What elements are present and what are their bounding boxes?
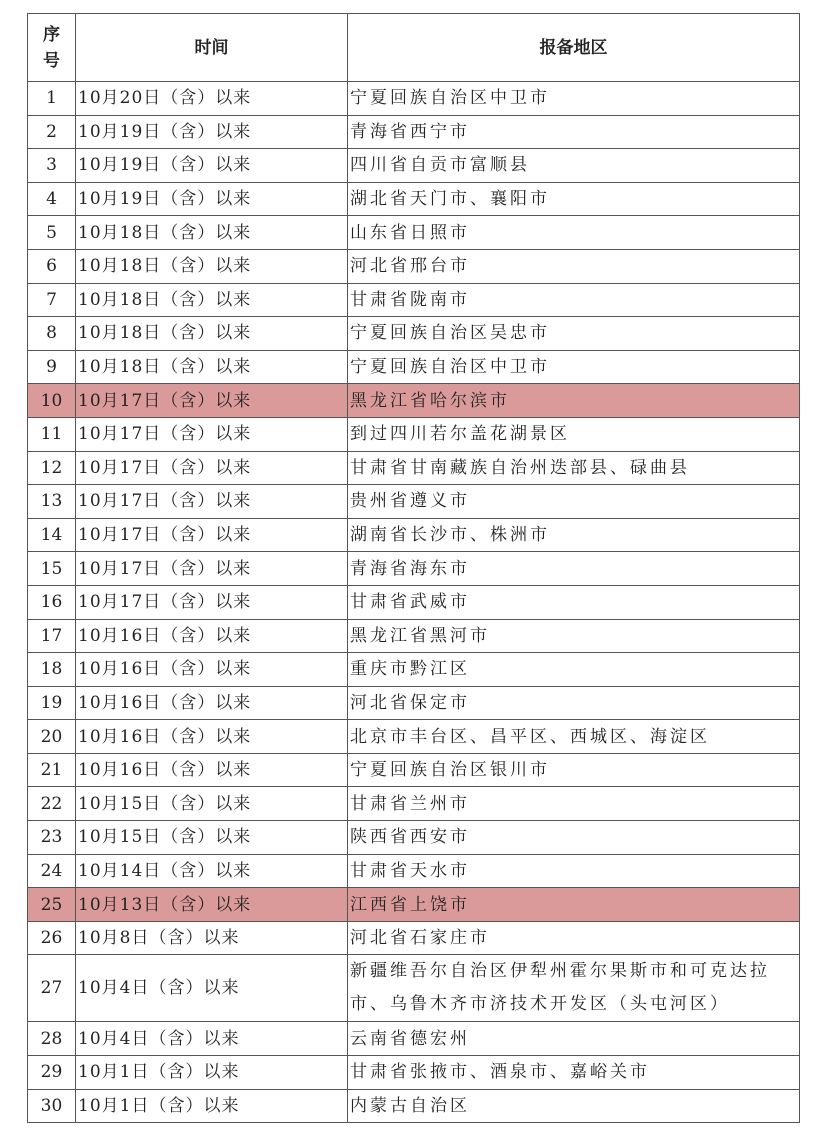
row-region: 甘肃省武威市 <box>348 585 800 619</box>
table-row <box>28 283 800 317</box>
table-row <box>28 417 800 451</box>
row-region: 宁夏回族自治区银川市 <box>348 753 800 787</box>
table-row <box>28 249 800 283</box>
row-region: 青海省海东市 <box>348 552 800 586</box>
row-number: 28 <box>28 1022 76 1056</box>
row-time: 10月16日（含）以来 <box>76 653 348 687</box>
row-region: 山东省日照市 <box>348 216 800 250</box>
row-region: 四川省自贡市富顺县 <box>348 149 800 183</box>
row-time: 10月19日（含）以来 <box>76 149 348 183</box>
row-region: 黑龙江省黑河市 <box>348 619 800 653</box>
row-time: 10月4日（含）以来 <box>76 1022 348 1056</box>
row-region: 贵州省遵义市 <box>348 485 800 519</box>
row-time: 10月18日（含）以来 <box>76 216 348 250</box>
row-number: 26 <box>28 921 76 955</box>
table-row <box>28 1089 800 1123</box>
row-time: 10月16日（含）以来 <box>76 686 348 720</box>
table-row <box>28 921 800 955</box>
row-number: 16 <box>28 585 76 619</box>
row-region: 湖南省长沙市、株洲市 <box>348 518 800 552</box>
row-region: 甘肃省天水市 <box>348 854 800 888</box>
row-region: 甘肃省张掖市、酒泉市、嘉峪关市 <box>348 1056 800 1090</box>
table-row <box>28 854 800 888</box>
row-region: 重庆市黔江区 <box>348 653 800 687</box>
table-row <box>28 686 800 720</box>
row-number: 1 <box>28 82 76 116</box>
report-table <box>27 13 800 1123</box>
row-time: 10月1日（含）以来 <box>76 1089 348 1123</box>
row-number: 10 <box>28 384 76 418</box>
table-row <box>28 182 800 216</box>
row-time: 10月15日（含）以来 <box>76 821 348 855</box>
row-region: 内蒙古自治区 <box>348 1089 800 1123</box>
row-time: 10月8日（含）以来 <box>76 921 348 955</box>
header-time: 时间 <box>76 14 348 82</box>
table-row <box>28 518 800 552</box>
table-row <box>28 619 800 653</box>
row-region: 河北省邢台市 <box>348 249 800 283</box>
row-region: 新疆维吾尔自治区伊犁州霍尔果斯市和可克达拉市、乌鲁木齐市济技术开发区（头屯河区） <box>348 955 800 1022</box>
row-number: 3 <box>28 149 76 183</box>
row-time: 10月17日（含）以来 <box>76 384 348 418</box>
row-time: 10月19日（含）以来 <box>76 115 348 149</box>
table-row <box>28 720 800 754</box>
table-row <box>28 955 800 1022</box>
row-time: 10月17日（含）以来 <box>76 585 348 619</box>
row-number: 19 <box>28 686 76 720</box>
table-row <box>28 653 800 687</box>
row-number: 25 <box>28 888 76 922</box>
row-region: 宁夏回族自治区中卫市 <box>348 350 800 384</box>
header-seq-line2: 号 <box>43 50 60 71</box>
row-number: 27 <box>28 955 76 1022</box>
row-number: 24 <box>28 854 76 888</box>
row-region: 河北省石家庄市 <box>348 921 800 955</box>
row-number: 9 <box>28 350 76 384</box>
row-number: 5 <box>28 216 76 250</box>
row-region: 黑龙江省哈尔滨市 <box>348 384 800 418</box>
table-body <box>28 82 800 1123</box>
table-row <box>28 753 800 787</box>
row-time: 10月14日（含）以来 <box>76 854 348 888</box>
row-time: 10月17日（含）以来 <box>76 417 348 451</box>
row-number: 29 <box>28 1056 76 1090</box>
row-time: 10月18日（含）以来 <box>76 317 348 351</box>
row-region: 到过四川若尔盖花湖景区 <box>348 417 800 451</box>
header-region: 报备地区 <box>348 14 800 82</box>
row-region: 青海省西宁市 <box>348 115 800 149</box>
table-row <box>28 384 800 418</box>
header-seq <box>28 14 76 82</box>
row-time: 10月18日（含）以来 <box>76 249 348 283</box>
table-row <box>28 451 800 485</box>
row-number: 2 <box>28 115 76 149</box>
row-time: 10月16日（含）以来 <box>76 753 348 787</box>
row-number: 13 <box>28 485 76 519</box>
row-region: 宁夏回族自治区中卫市 <box>348 82 800 116</box>
row-number: 18 <box>28 653 76 687</box>
row-time: 10月16日（含）以来 <box>76 619 348 653</box>
table-row <box>28 787 800 821</box>
row-region: 甘肃省甘南藏族自治州迭部县、碌曲县 <box>348 451 800 485</box>
row-number: 30 <box>28 1089 76 1123</box>
row-time: 10月13日（含）以来 <box>76 888 348 922</box>
table-row <box>28 216 800 250</box>
row-number: 12 <box>28 451 76 485</box>
row-number: 11 <box>28 417 76 451</box>
row-region: 甘肃省陇南市 <box>348 283 800 317</box>
table-row <box>28 1022 800 1056</box>
row-number: 23 <box>28 821 76 855</box>
row-time: 10月17日（含）以来 <box>76 451 348 485</box>
table-row <box>28 552 800 586</box>
header-seq-line1: 序 <box>43 24 60 45</box>
row-time: 10月17日（含）以来 <box>76 552 348 586</box>
row-number: 22 <box>28 787 76 821</box>
row-region: 甘肃省兰州市 <box>348 787 800 821</box>
table-row <box>28 585 800 619</box>
row-region: 湖北省天门市、襄阳市 <box>348 182 800 216</box>
table-row <box>28 149 800 183</box>
table-row <box>28 115 800 149</box>
table-row <box>28 350 800 384</box>
row-number: 20 <box>28 720 76 754</box>
row-region: 北京市丰台区、昌平区、西城区、海淀区 <box>348 720 800 754</box>
table-row <box>28 82 800 116</box>
row-number: 6 <box>28 249 76 283</box>
row-region: 云南省德宏州 <box>348 1022 800 1056</box>
row-time: 10月1日（含）以来 <box>76 1056 348 1090</box>
row-number: 21 <box>28 753 76 787</box>
row-time: 10月4日（含）以来 <box>76 955 348 1022</box>
row-time: 10月20日（含）以来 <box>76 82 348 116</box>
row-time: 10月19日（含）以来 <box>76 182 348 216</box>
row-time: 10月18日（含）以来 <box>76 283 348 317</box>
row-time: 10月17日（含）以来 <box>76 485 348 519</box>
table-header-row <box>28 14 800 82</box>
table-row <box>28 317 800 351</box>
table-row <box>28 1056 800 1090</box>
row-time: 10月18日（含）以来 <box>76 350 348 384</box>
row-number: 7 <box>28 283 76 317</box>
row-region: 河北省保定市 <box>348 686 800 720</box>
row-time: 10月17日（含）以来 <box>76 518 348 552</box>
table-row <box>28 821 800 855</box>
row-number: 14 <box>28 518 76 552</box>
row-region: 江西省上饶市 <box>348 888 800 922</box>
row-region: 宁夏回族自治区吴忠市 <box>348 317 800 351</box>
row-number: 17 <box>28 619 76 653</box>
row-region: 陕西省西安市 <box>348 821 800 855</box>
table-row <box>28 888 800 922</box>
row-time: 10月16日（含）以来 <box>76 720 348 754</box>
row-number: 8 <box>28 317 76 351</box>
row-number: 4 <box>28 182 76 216</box>
table-row <box>28 485 800 519</box>
row-number: 15 <box>28 552 76 586</box>
row-time: 10月15日（含）以来 <box>76 787 348 821</box>
